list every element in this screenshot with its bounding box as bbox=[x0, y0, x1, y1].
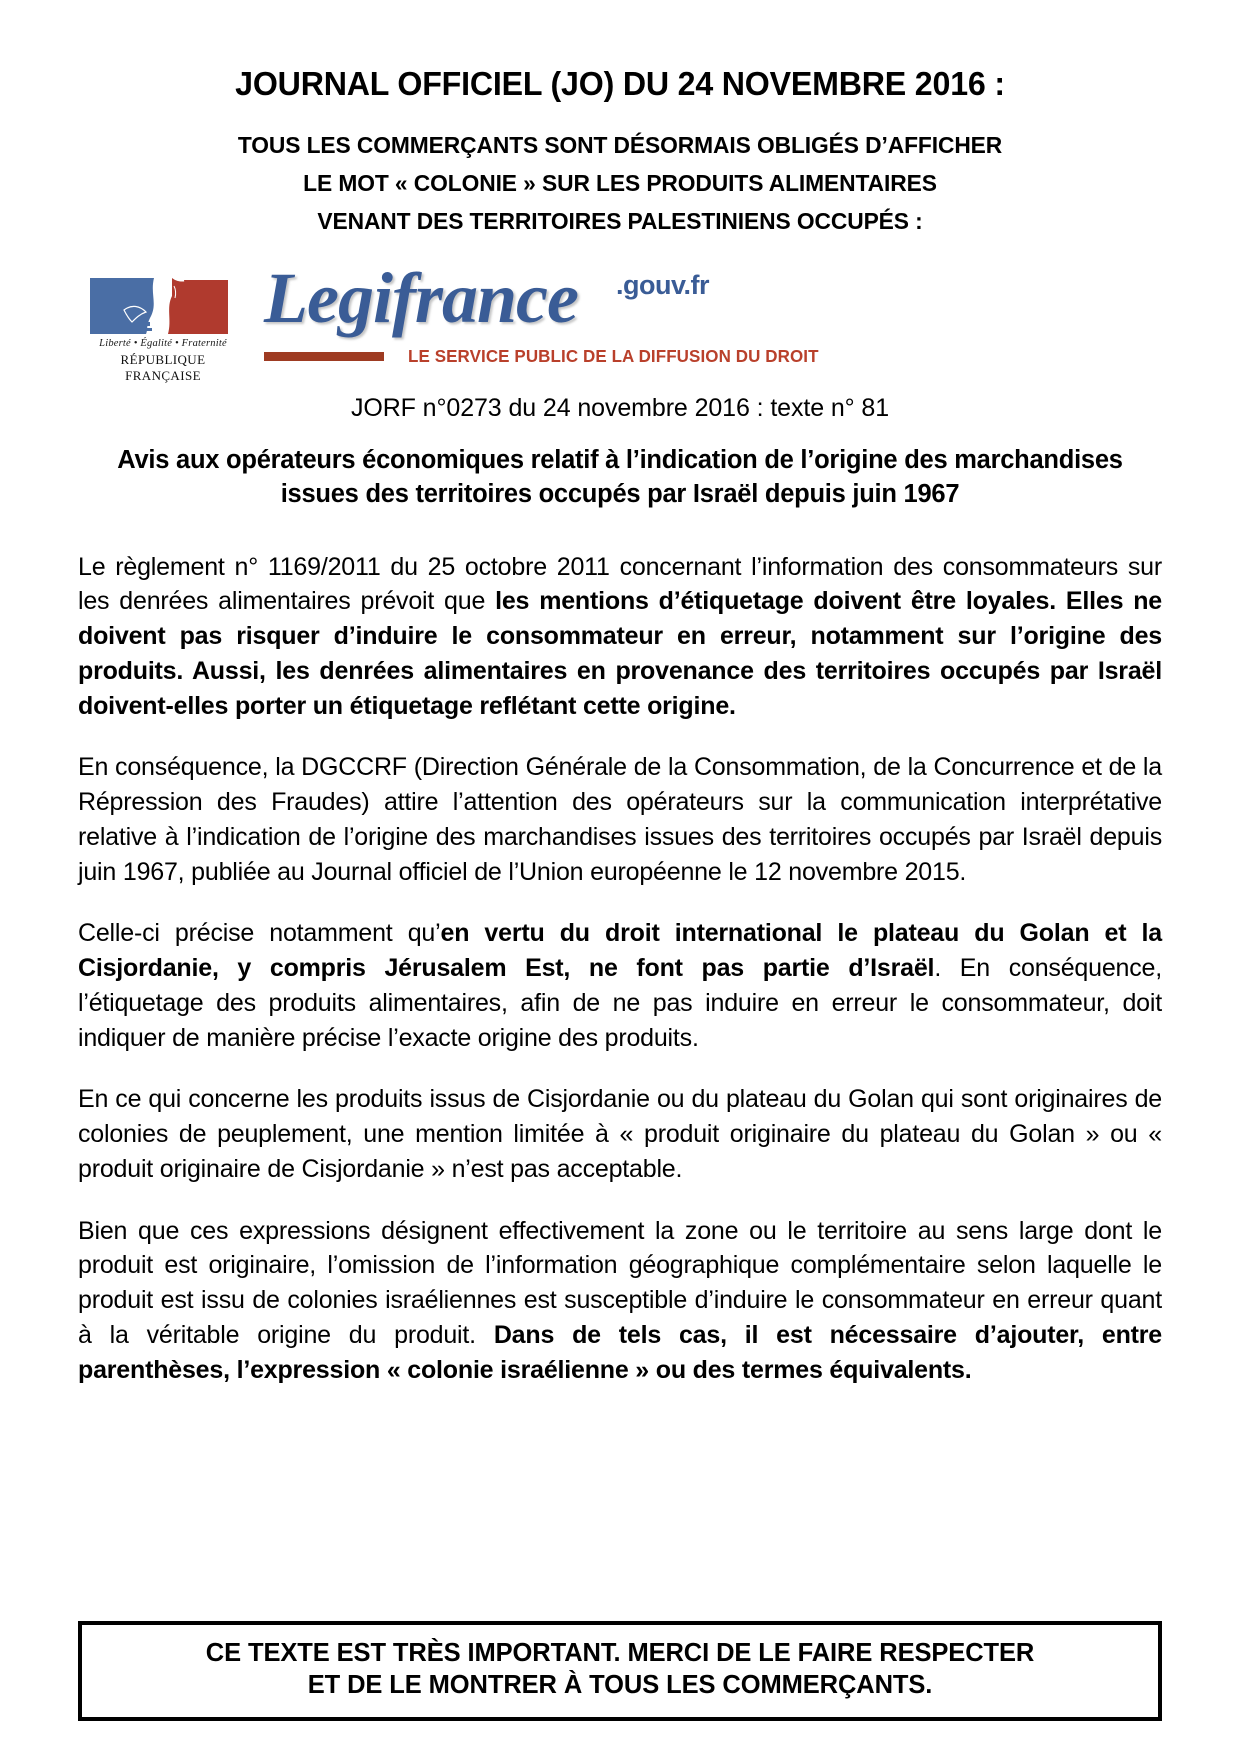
document-body bbox=[78, 550, 1162, 1388]
logo-red-bar bbox=[264, 352, 384, 361]
text-run-0: Le règlement n° 1169/2011 du 25 octobre 2011 concernant l’information des consommateurs sur les denrées alimentaires prévoit que bbox=[78, 552, 1162, 616]
document-title: Avis aux opérateurs économiques relatif à l’indication de l’origine des marchandises issues des territoires occupés par Israël depuis juin 1967 bbox=[117, 445, 1123, 509]
legifrance-domain-suffix: .gouv.fr bbox=[616, 269, 709, 300]
paragraph-droit-international bbox=[78, 916, 1162, 1055]
text-run-1: Dans de tels cas, il est nécessaire d’ajouter, entre parenthèses, l’expression « colonie israélienne » ou des termes équivalents. bbox=[78, 1320, 1162, 1384]
subheadline-line-3: VENANT DES TERRITOIRES PALESTINIENS OCCUPÉS : bbox=[317, 207, 923, 234]
callout-line-1: CE TEXTE EST TRÈS IMPORTANT. MERCI DE LE FAIRE RESPECTER bbox=[205, 1638, 1035, 1667]
jorf-reference: JORF n°0273 du 24 novembre 2016 : texte n° 81 bbox=[350, 393, 890, 422]
headline-block bbox=[78, 0, 1162, 240]
legifrance-logo bbox=[78, 257, 1162, 383]
subheadline bbox=[94, 126, 1145, 240]
paragraph-mention-limitee bbox=[78, 1082, 1162, 1186]
marianne-logo bbox=[88, 266, 246, 384]
paragraph-reglement-1169 bbox=[78, 550, 1162, 724]
important-callout-box bbox=[78, 1621, 1162, 1721]
legifrance-tagline: LE SERVICE PUBLIC DE LA DIFFUSION DU DROIT bbox=[408, 345, 819, 366]
republic-motto: Liberté • Égalité • Fraternité bbox=[99, 337, 227, 349]
text-run-0: Celle-ci précise notamment qu’ bbox=[78, 919, 441, 948]
subheadline-line-1: TOUS LES COMMERÇANTS SONT DÉSORMAIS OBLIGÉS D’AFFICHER bbox=[237, 131, 1003, 158]
text-run-1: les mentions d’étiquetage doivent être loyales. Elles ne doivent pas risquer d’induire le consommateur en erreur, notamment sur l’origine des produits. Aussi, les denrées alimentaires en provenance des territoires occupés par Israël doivent-elles porter un étiquetage reflétant cette origine. bbox=[78, 587, 1162, 720]
subheadline-line-2: LE MOT « COLONIE » SUR LES PRODUITS ALIMENTAIRES bbox=[303, 169, 937, 196]
paragraph-dgccrf bbox=[78, 750, 1162, 889]
text-run-0: Bien que ces expressions désignent effectivement la zone ou le territoire au sens large dont le produit est originaire, l’omission de l’information géographique complémentaire selon laquelle le produit est issu de colonies israéliennes est susceptible d’induire le consommateur en erreur quant à la véritable origine du produit. bbox=[78, 1216, 1162, 1349]
legifrance-wordmark-text: Legifrance bbox=[264, 257, 578, 338]
republic-name: RÉPUBLIQUE FRANÇAISE bbox=[120, 351, 206, 383]
paragraph-colonie-israelienne bbox=[78, 1214, 1162, 1388]
legifrance-wordmark-block[interactable] bbox=[246, 257, 1162, 366]
text-run-0: En ce qui concerne les produits issus de Cisjordanie ou du plateau du Golan qui sont originaires de colonies de peuplement, une mention limitée à « produit originaire du plateau du Golan » ou « produit originaire de Cisjordanie » n’est pas acceptable. bbox=[78, 1085, 1162, 1183]
text-run-0: En conséquence, la DGCCRF (Direction Générale de la Consommation, de la Concurrence et de la Répression des Fraudes) attire l’attention des opérateurs sur la communication interprétative relative à l’indication de l’origine des marchandises issues des territoires occupés par Israël depuis juin 1967, publiée au Journal officiel de l’Union européenne le 12 novembre 2015. bbox=[78, 753, 1162, 886]
text-run-2: . En conséquence, l’étiquetage des produits alimentaires, afin de ne pas induire en erreur le consommateur, doit indiquer de manière précise l’exacte origine des produits. bbox=[78, 954, 1162, 1052]
marianne-flag-icon bbox=[88, 274, 238, 336]
text-run-1: en vertu du droit international le plateau du Golan et la Cisjordanie, y compris Jérusalem Est, ne font pas partie d’Israël bbox=[78, 919, 1163, 983]
page-title: JOURNAL OFFICIEL (JO) DU 24 NOVEMBRE 2016 : bbox=[235, 66, 1005, 103]
callout-line-2: ET DE LE MONTRER À TOUS LES COMMERÇANTS. bbox=[307, 1671, 933, 1700]
